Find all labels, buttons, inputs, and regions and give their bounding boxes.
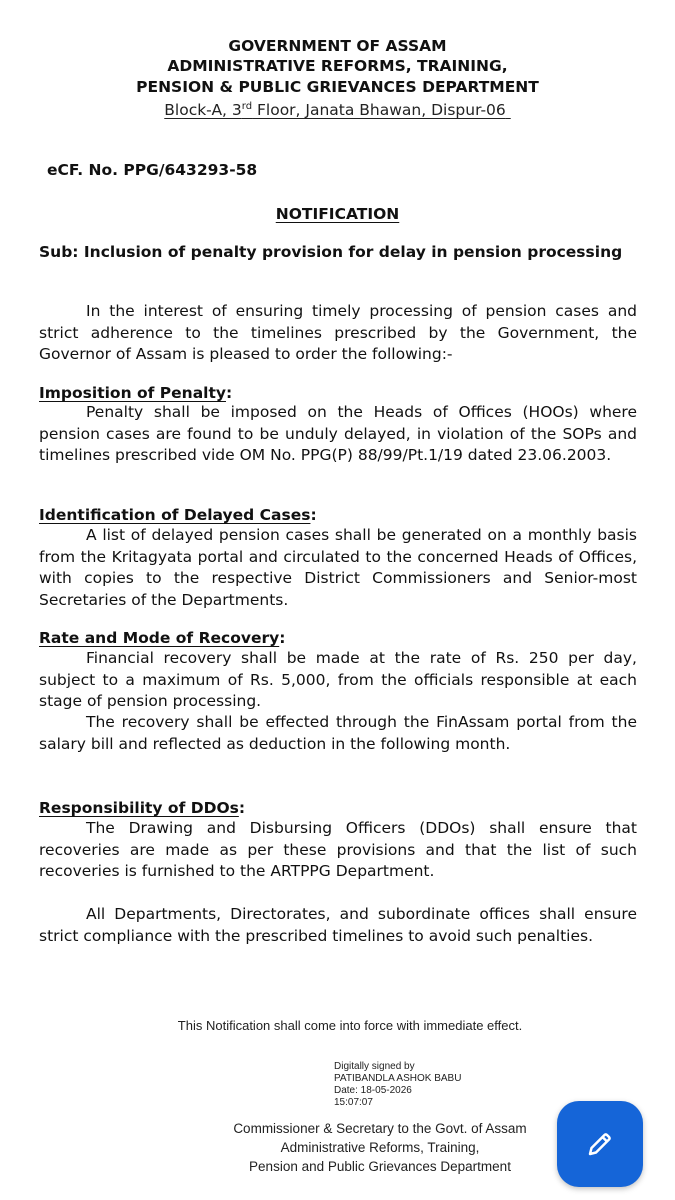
section-text: Financial recovery shall be made at the rate of Rs. 250 per day, subject to a maximum of Rs. 5,000, from the officials responsible at each stage of pension processing. <box>39 649 637 710</box>
section-paragraph-recovery-2 <box>39 712 637 755</box>
signatory-line-2: Administrative Reforms, Training, <box>280 1140 480 1155</box>
section-text: The recovery shall be effected through the FinAssam portal from the salary bill and reflected as deduction in the following month. <box>39 713 637 753</box>
digital-signature-line-4: 15:07:07 <box>334 1097 373 1108</box>
digital-signature-line-2: PATIBANDLA ASHOK BABU <box>334 1073 462 1084</box>
effect-statement: This Notification shall come into force with immediate effect. <box>177 1018 523 1033</box>
section-heading-ddos: Responsibility of DDOs: <box>39 799 246 817</box>
section-heading-recovery: Rate and Mode of Recovery: <box>39 629 286 647</box>
signatory-line-3: Pension and Public Grievances Department <box>249 1159 511 1174</box>
address-sup: rd <box>241 100 253 112</box>
section-heading-penalty: Imposition of Penalty: <box>39 384 233 402</box>
document-title: NOTIFICATION <box>275 205 400 223</box>
closing-text: All Departments, Directorates, and subordinate offices shall ensure strict compliance with the prescribed timelines to avoid such penalties. <box>39 905 637 945</box>
section-paragraph-recovery-1 <box>39 648 637 713</box>
section-text: A list of delayed pension cases shall be generated on a monthly basis from the Kritagyata portal and circulated to the concerned Heads of Offices, with copies to the respective District Commissioners and Senior-most Secretaries of the Departments. <box>39 526 637 609</box>
pencil-icon <box>585 1129 615 1159</box>
section-heading-text: Identification of Delayed Cases <box>39 506 311 524</box>
section-text: The Drawing and Disbursing Officers (DDOs) shall ensure that recoveries are made as per these provisions and that the list of such recoveries is furnished to the ARTPPG Department. <box>39 819 637 880</box>
header-line-1: GOVERNMENT OF ASSAM <box>228 37 447 55</box>
section-heading-text: Responsibility of DDOs <box>39 799 239 817</box>
intro-paragraph <box>39 301 637 366</box>
address-suffix: Floor, Janata Bhawan, Dispur-06 <box>252 101 506 119</box>
signatory-block <box>190 1119 570 1176</box>
header-address <box>0 100 675 120</box>
header-line-3: PENSION & PUBLIC GRIEVANCES DEPARTMENT <box>136 78 539 96</box>
subject: Sub: Inclusion of penalty provision for delay in pension processing <box>39 243 623 261</box>
section-heading-text: Imposition of Penalty <box>39 384 226 402</box>
section-text: Penalty shall be imposed on the Heads of Offices (HOOs) where pension cases are found to be unduly delayed, in violation of the SOPs and timelines prescribed vide OM No. PPG(P) 88/99/Pt.1/19 dated 23.06.2003. <box>39 403 637 464</box>
digital-signature-line-1: Digitally signed by <box>334 1061 415 1072</box>
section-paragraph-delayed-cases <box>39 525 637 611</box>
section-paragraph-penalty <box>39 402 637 467</box>
edit-button[interactable] <box>557 1101 643 1187</box>
closing-paragraph <box>39 904 637 947</box>
address-prefix: Block-A, 3 <box>164 101 242 119</box>
section-heading-text: Rate and Mode of Recovery <box>39 629 280 647</box>
section-paragraph-ddos <box>39 818 637 883</box>
digital-signature <box>334 1061 461 1109</box>
reference-number: eCF. No. PPG/643293-58 <box>47 161 258 179</box>
document-title-wrap <box>0 204 675 223</box>
header-line-2: ADMINISTRATIVE REFORMS, TRAINING, <box>167 57 508 75</box>
section-heading-delayed-cases: Identification of Delayed Cases: <box>39 506 317 524</box>
signatory-line-1: Commissioner & Secretary to the Govt. of Assam <box>233 1121 527 1136</box>
intro-text: In the interest of ensuring timely processing of pension cases and strict adherence to the timelines prescribed by the Government, the Governor of Assam is pleased to order the following:- <box>39 302 637 363</box>
digital-signature-line-3: Date: 18-05-2026 <box>334 1085 412 1096</box>
